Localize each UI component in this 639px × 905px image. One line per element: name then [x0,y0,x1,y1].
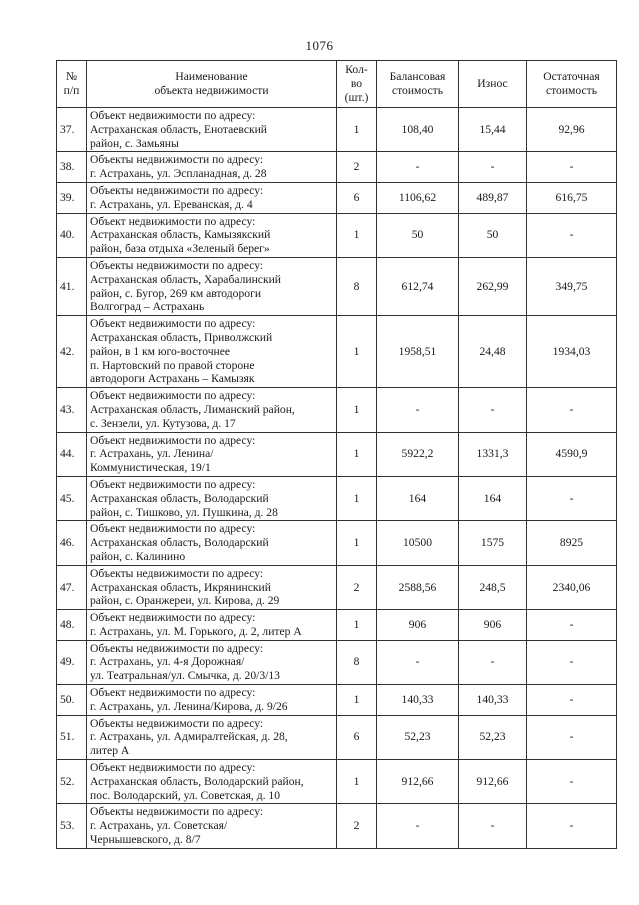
table-row [57,432,617,476]
row-number: 40. [57,213,87,257]
wear-value: 1575 [459,521,527,565]
balance-value: 612,74 [377,257,459,315]
residual-value: - [527,760,617,804]
wear-value: 50 [459,213,527,257]
table-row [57,715,617,759]
header-num: № п/п [57,61,87,108]
table-row [57,685,617,716]
wear-value: 140,33 [459,685,527,716]
object-name: Объекты недвижимости по адресу: г. Астрахань, ул. Эспланадная, д. 28 [87,152,337,183]
balance-value: 10500 [377,521,459,565]
table-row [57,152,617,183]
residual-value: 8925 [527,521,617,565]
balance-value: 140,33 [377,685,459,716]
table-row [57,182,617,213]
header-balance: Балансовая стоимость [377,61,459,108]
table-row [57,213,617,257]
table-row [57,108,617,152]
quantity: 2 [337,152,377,183]
header-qty: Кол- во (шт.) [337,61,377,108]
quantity: 6 [337,182,377,213]
balance-value: 50 [377,213,459,257]
object-name: Объекты недвижимости по адресу: Астраханская область, Харабалинский район, с. Бугор, 269 км автодороги Волгоград – Астрахань [87,257,337,315]
balance-value: 52,23 [377,715,459,759]
object-name: Объект недвижимости по адресу: г. Астрахань, ул. М. Горького, д. 2, литер А [87,610,337,641]
table-row [57,565,617,609]
residual-value: - [527,610,617,641]
row-number: 50. [57,685,87,716]
wear-value: - [459,640,527,684]
object-name: Объект недвижимости по адресу: Астраханская область, Лиманский район, с. Зензели, ул. Кутузова, д. 17 [87,388,337,432]
residual-value: - [527,715,617,759]
row-number: 39. [57,182,87,213]
wear-value: - [459,388,527,432]
object-name: Объекты недвижимости по адресу: г. Астрахань, ул. 4-я Дорожная/ ул. Театральная/ул. Смычка, д. 20/3/13 [87,640,337,684]
row-number: 47. [57,565,87,609]
row-number: 38. [57,152,87,183]
table-row [57,316,617,388]
residual-value: - [527,476,617,520]
quantity: 2 [337,565,377,609]
quantity: 1 [337,108,377,152]
object-name: Объект недвижимости по адресу: Астраханская область, Володарский район, пос. Володарский, ул. Советская, д. 10 [87,760,337,804]
residual-value: 616,75 [527,182,617,213]
residual-value: 2340,06 [527,565,617,609]
object-name: Объект недвижимости по адресу: г. Астрахань, ул. Ленина/ Коммунистическая, 19/1 [87,432,337,476]
residual-value: - [527,685,617,716]
object-name: Объект недвижимости по адресу: Астраханская область, Камызякский район, база отдыха «Зеленый берег» [87,213,337,257]
row-number: 53. [57,804,87,848]
quantity: 1 [337,760,377,804]
header-name: Наименование объекта недвижимости [87,61,337,108]
table-row [57,388,617,432]
balance-value: 906 [377,610,459,641]
balance-value: 1106,62 [377,182,459,213]
header-residual: Остаточная стоимость [527,61,617,108]
residual-value: 4590,9 [527,432,617,476]
wear-value: 248,5 [459,565,527,609]
residual-value: 92,96 [527,108,617,152]
table-row [57,257,617,315]
residual-value: 1934,03 [527,316,617,388]
wear-value: - [459,152,527,183]
balance-value: - [377,152,459,183]
row-number: 44. [57,432,87,476]
residual-value: - [527,388,617,432]
table-row [57,610,617,641]
row-number: 52. [57,760,87,804]
quantity: 1 [337,610,377,641]
wear-value: 912,66 [459,760,527,804]
row-number: 45. [57,476,87,520]
object-name: Объект недвижимости по адресу: Астраханская область, Володарский район, с. Тишково, ул. Пушкина, д. 28 [87,476,337,520]
object-name: Объект недвижимости по адресу: Астраханская область, Енотаевский район, с. Замьяны [87,108,337,152]
wear-value: 52,23 [459,715,527,759]
quantity: 1 [337,213,377,257]
row-number: 41. [57,257,87,315]
object-name: Объект недвижимости по адресу: Астраханская область, Приволжский район, в 1 км юго-восточнее п. Нартовский по правой стороне автодороги Астрахань – Камызяк [87,316,337,388]
wear-value: 1331,3 [459,432,527,476]
quantity: 1 [337,316,377,388]
balance-value: - [377,388,459,432]
row-number: 37. [57,108,87,152]
row-number: 49. [57,640,87,684]
object-name: Объект недвижимости по адресу: г. Астрахань, ул. Ленина/Кирова, д. 9/26 [87,685,337,716]
row-number: 51. [57,715,87,759]
balance-value: 1958,51 [377,316,459,388]
balance-value: 5922,2 [377,432,459,476]
balance-value: - [377,640,459,684]
table-row [57,640,617,684]
residual-value: - [527,152,617,183]
object-name: Объекты недвижимости по адресу: г. Астрахань, ул. Адмиралтейская, д. 28, литер А [87,715,337,759]
row-number: 46. [57,521,87,565]
residual-value: - [527,804,617,848]
quantity: 1 [337,388,377,432]
wear-value: 489,87 [459,182,527,213]
quantity: 1 [337,476,377,520]
balance-value: - [377,804,459,848]
object-name: Объект недвижимости по адресу: Астраханская область, Володарский район, с. Калинино [87,521,337,565]
table-row [57,476,617,520]
row-number: 43. [57,388,87,432]
residual-value: 349,75 [527,257,617,315]
table-header [57,61,617,108]
quantity: 8 [337,257,377,315]
quantity: 2 [337,804,377,848]
header-row [57,61,617,108]
balance-value: 912,66 [377,760,459,804]
wear-value: 24,48 [459,316,527,388]
table-row [57,521,617,565]
balance-value: 164 [377,476,459,520]
residual-value: - [527,640,617,684]
wear-value: 262,99 [459,257,527,315]
quantity: 1 [337,432,377,476]
wear-value: - [459,804,527,848]
table-row [57,760,617,804]
quantity: 6 [337,715,377,759]
row-number: 42. [57,316,87,388]
quantity: 1 [337,685,377,716]
wear-value: 164 [459,476,527,520]
balance-value: 2588,56 [377,565,459,609]
quantity: 8 [337,640,377,684]
wear-value: 906 [459,610,527,641]
page-number: 1076 [305,38,334,53]
wear-value: 15,44 [459,108,527,152]
header-wear: Износ [459,61,527,108]
property-registry-table [56,60,617,849]
object-name: Объекты недвижимости по адресу: г. Астрахань, ул. Советская/ Чернышевского, д. 8/7 [87,804,337,848]
table-row [57,804,617,848]
object-name: Объекты недвижимости по адресу: Астраханская область, Икрянинский район, с. Оранжереи, ул. Кирова, д. 29 [87,565,337,609]
balance-value: 108,40 [377,108,459,152]
quantity: 1 [337,521,377,565]
table-body [57,108,617,849]
row-number: 48. [57,610,87,641]
object-name: Объекты недвижимости по адресу: г. Астрахань, ул. Ереванская, д. 4 [87,182,337,213]
residual-value: - [527,213,617,257]
